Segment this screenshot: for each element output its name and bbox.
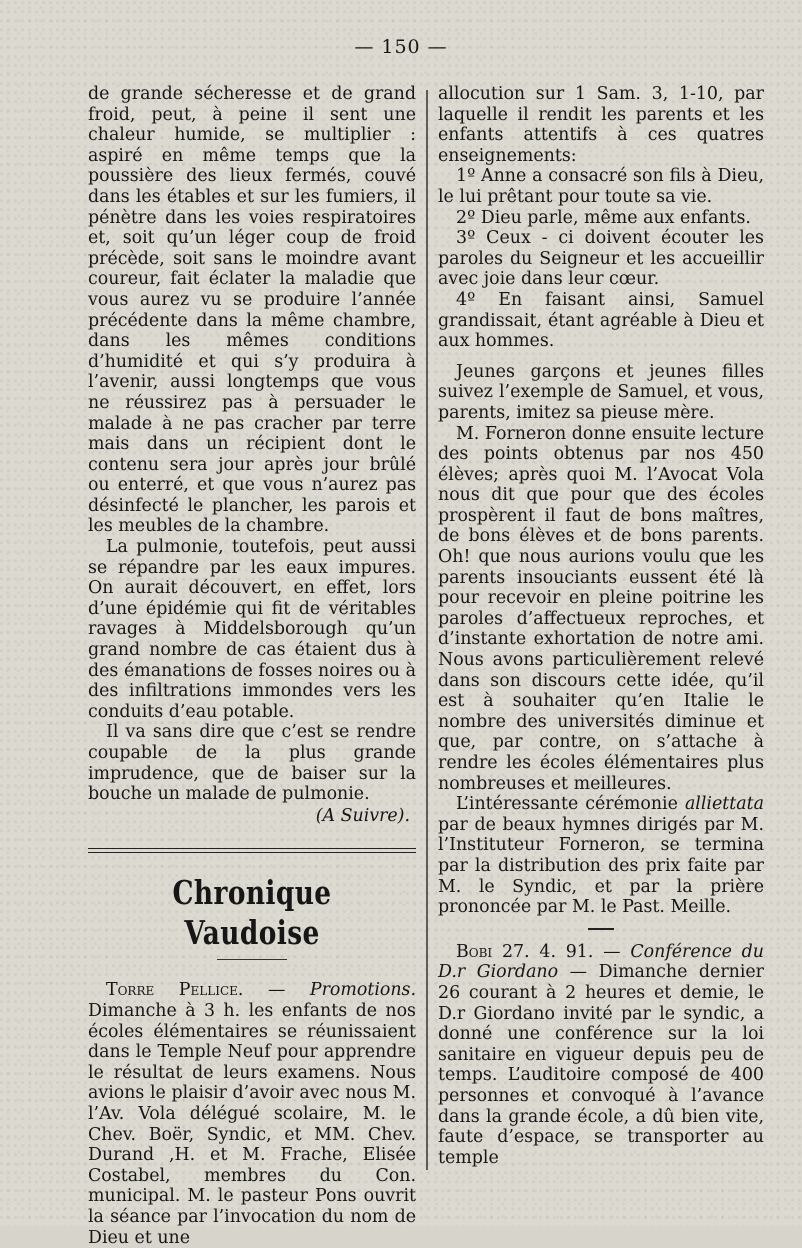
list-item: 4º En faisant ainsi, Samuel grandissait, étant agréable à Dieu et aux hommes. [438, 289, 764, 352]
left-column [88, 84, 416, 1248]
list-item: 3º Ceux - ci doivent écouter les paroles du Seigneur et les accueillir avec joie dans leur cœur. [438, 228, 764, 290]
news-body: Dimanche à 3 h. les enfants de nos écoles élémentaires se réunissaient dans le Temple Neuf pour apprendre le résultat de leurs examens. Nous avions le plaisir d’avoir avec nous M. l’Av. Vola délégué scolaire, M. le Chev. Boër, Syndic, et MM. Chev. Durand ,H. et M. Frache, Elisée Costabel, membres du Con. municipal. M. le pasteur Pons ouvrit la séance par l’invocation du nom de Dieu et une [88, 1000, 416, 1248]
news-body: — Dimanche dernier 26 courant à 2 heures et demie, le D.r Giordano invité par le syndic, a donné une conférence sur la loi sanitaire en vigueur depuis peu de temps. L’auditoire composé de 400 personnes et convoqué à l’avance dans la grande école, a dû bien vite, faute d’espace, se transporter au temple [438, 962, 764, 1168]
article-paragraph: Jeunes garçons et jeunes filles suivez l’exemple de Samuel, et vous, parents, imitez sa pieuse mère. [438, 361, 764, 423]
italic-word: alliettata [684, 794, 764, 815]
article-paragraph: allocution sur 1 Sam. 3, 1-10, par laquelle il rendit les parents et les enfants attentifs à ces quatres enseignements: [438, 84, 764, 166]
news-item-torre [88, 980, 416, 1248]
article-paragraph [438, 794, 764, 918]
news-topic: Conférence du D.r Giordano [438, 941, 764, 983]
spacer [438, 352, 764, 362]
item-separator [588, 928, 614, 930]
article-attribution: (A Suivre). [315, 805, 410, 826]
paragraph-text: par de beaux hymnes dirigés par M. l’Instituteur Forneron, se termina par la distribution des prix faite par M. le Syndic, et par la prière prononcée par M. le Past. Meille. [438, 814, 764, 918]
article-paragraph: La pulmonie, toutefois, peut aussi se répandre par les eaux impures. On aurait découvert, en effet, lors d’une épidémie qui fit de véritables ravages à Middelsborough qu’un grand nombre de cas étaient dus à des émanations de fosses noires ou à des infiltrations immondes vers les conduits d’eau potable. [88, 537, 416, 722]
dateline: Bobi 27. 4. 91. [456, 941, 594, 962]
news-topic: Promotions. [309, 980, 417, 1001]
article-paragraph: Il va sans dire que c’est se rendre coupable de la plus grande imprudence, que de baiser sur la bouche un malade de pulmonie. [88, 722, 416, 805]
column-divider [426, 90, 428, 1170]
list-item: 2º Dieu parle, même aux enfants. [456, 207, 751, 228]
right-column [438, 84, 764, 1168]
section-title: Chronique Vaudoise [172, 873, 332, 953]
paragraph-text: L’intéressante cérémonie [456, 794, 685, 815]
title-ornament [217, 959, 287, 960]
article-paragraph: M. Forneron donne ensuite lecture des points obtenus par nos 450 élèves; après quoi M. l’Avocat Vola nous dit que pour que des écoles prospèrent il faut de bons maîtres, de bons élèves et de bons parents. Oh! que nous aurions voulu que les parents insouciants eussent été là pour recevoir en pleine poitrine les paroles d’affectueux reproches, et d’instante exhortation de notre ami. Nous avons particulièrement relevé dans son discours cette idée, qu’il est à souhaiter qu’en Italie le nombre des universités diminue et que, par contre, on s’attache à rendre les écoles élémentaires plus nombreuses et meilleures. [438, 423, 764, 794]
section-divider [88, 848, 416, 853]
article-paragraph: de grande sécheresse et de grand froid, peut, à peine il sent une chaleur humide, se multiplier : aspiré en même temps que la poussière des lieux fermés, couvé dans les étables et sur les fumiers, il pénètre dans les voies respiratoires et, soit qu’un léger coup de froid précède, soit sans le moindre avant coureur, fait éclater la maladie que vous aurez vu se produire l’année précédente dans la même chambre, dans les mêmes conditions d’humidité et qui s’y produira à l’avenir, aussi longtemps que vous ne réussirez pas à persuader le malade à ne pas cracher par terre mais dans un récipient dont le contenu sera jour après jour brûlé ou enterré, et que vous n’aurez pas désinfecté le plancher, les parois et les meubles de la chambre. [88, 84, 416, 537]
dateline-dash: — [243, 980, 310, 1001]
page-number: — 150 — [354, 36, 448, 58]
list-item: 1º Anne a consacré son fils à Dieu, le lui prêtant pour toute sa vie. [438, 166, 764, 207]
dateline: Torre Pellice. [106, 980, 244, 1001]
dateline-dash: — [593, 941, 631, 962]
news-item-bobi [438, 942, 764, 1169]
